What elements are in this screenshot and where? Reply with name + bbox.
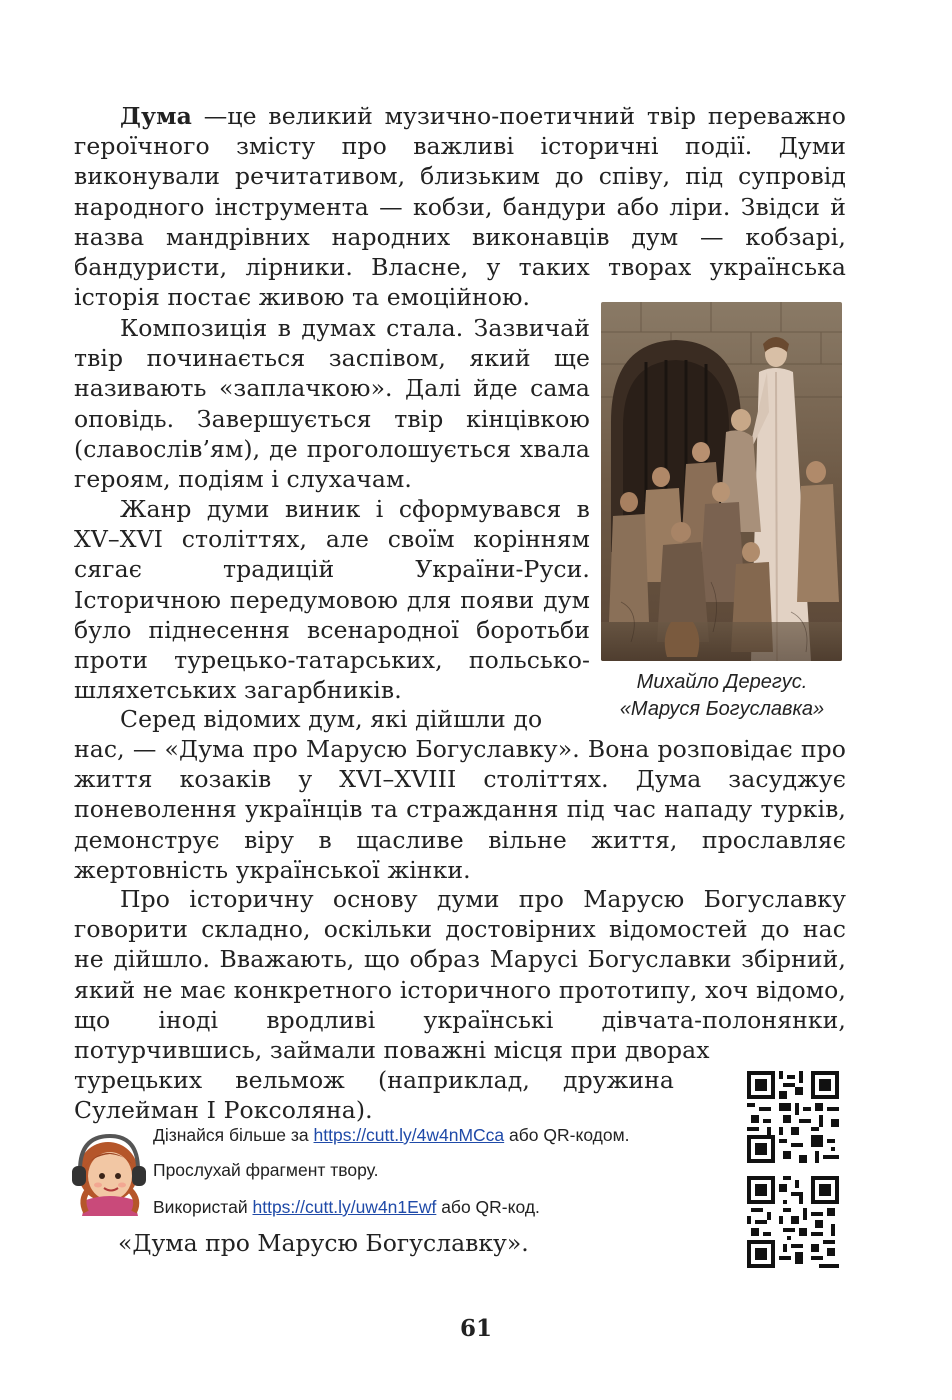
info-line-listen: Прослухай фрагмент твору. (153, 1160, 379, 1180)
painting-marusia-bohuslavka (601, 302, 842, 661)
info-line-learn-more-suffix: або QR-кодом. (504, 1125, 630, 1145)
painting-caption (600, 669, 844, 723)
info-line-use-link (153, 1197, 540, 1218)
info-line-use-link-suffix: або QR-код. (436, 1197, 540, 1217)
paragraph-famous-first-line: Серед відомих дум, які дійшли до (120, 705, 543, 733)
audio-link[interactable]: https://cutt.ly/uw4n1Ewf (252, 1197, 437, 1217)
info-line-use-link-prefix: Використай (153, 1197, 253, 1217)
caption-title: «Маруся Богуславка» (619, 698, 825, 720)
paragraph-historical-basis: Про історичну основу думи про Марусю Богуславку говорити складно, оскільки достовірних відомостей до нас не дійшло. Вважають, що образ Марусі Богуславки збірний, який не має конкретного історичного прототипу, хоч відомо, що іноді вродливі українські дівчата-полонянки, потурчившись, займали поважні місця при дворах (74, 885, 846, 1065)
term-duma: Дума (120, 102, 192, 130)
duma-title-reference: «Дума про Марусю Богуславку». (118, 1229, 529, 1257)
qr-code-learn-more-icon[interactable] (747, 1071, 839, 1163)
headphones-girl-icon (66, 1130, 148, 1216)
info-line-learn-more-prefix: Дізнайся більше за (153, 1125, 314, 1145)
paragraph-definition (74, 101, 846, 312)
paragraph-famous: нас, — «Дума про Марусю Богуславку». Вона розповідає про життя козаків у XVI–XVIII століттях. Дума засуджує поневолення українців та страждання під час нападу турків, демонструє віру в щасливе вільне життя, прославляє жертовність української жінки. (74, 735, 846, 884)
paragraph-definition-text: —це великий музично-поетичний твір переважно героїчного змісту про важливі історичні події. Думи виконували речитативом, близьким до співу, під супровід народного інструмента — кобзи, бандури або ліри. Звідси й назва мандрівних народних виконавців дум — кобзарі, бандуристи, лірники. Власне, у таких творах українська історія постає живою та емоційною. (74, 102, 846, 312)
paragraph-genre: Жанр думи виник і сформувався в XV–XVI століттях, але своїм корінням сягає традицій України-Руси. Історичною передумовою для появи дум було піднесення всенародної боротьби проти турецько-татарських, польсько-шляхетських загарбників. (74, 495, 590, 705)
page-number: 61 (459, 1315, 492, 1342)
paragraph-composition: Композиція в думах стала. Зазвичай твір починається заспівом, який ще називають «заплачкою». Далі йде сама оповідь. Завершується твір кінцівкою (славослів’ям), де проголошується хвала героям, подіям і слухачам. (74, 314, 590, 494)
qr-code-audio-icon[interactable] (747, 1176, 839, 1268)
paragraph-historical-basis-tail: турецьких вельмож (наприклад, дружина Сулейман І Роксоляна). (74, 1066, 674, 1125)
caption-author: Михайло Дерегус. (636, 671, 808, 693)
learn-more-link[interactable]: https://cutt.ly/4w4nMCca (313, 1125, 505, 1145)
info-line-learn-more (153, 1125, 630, 1146)
